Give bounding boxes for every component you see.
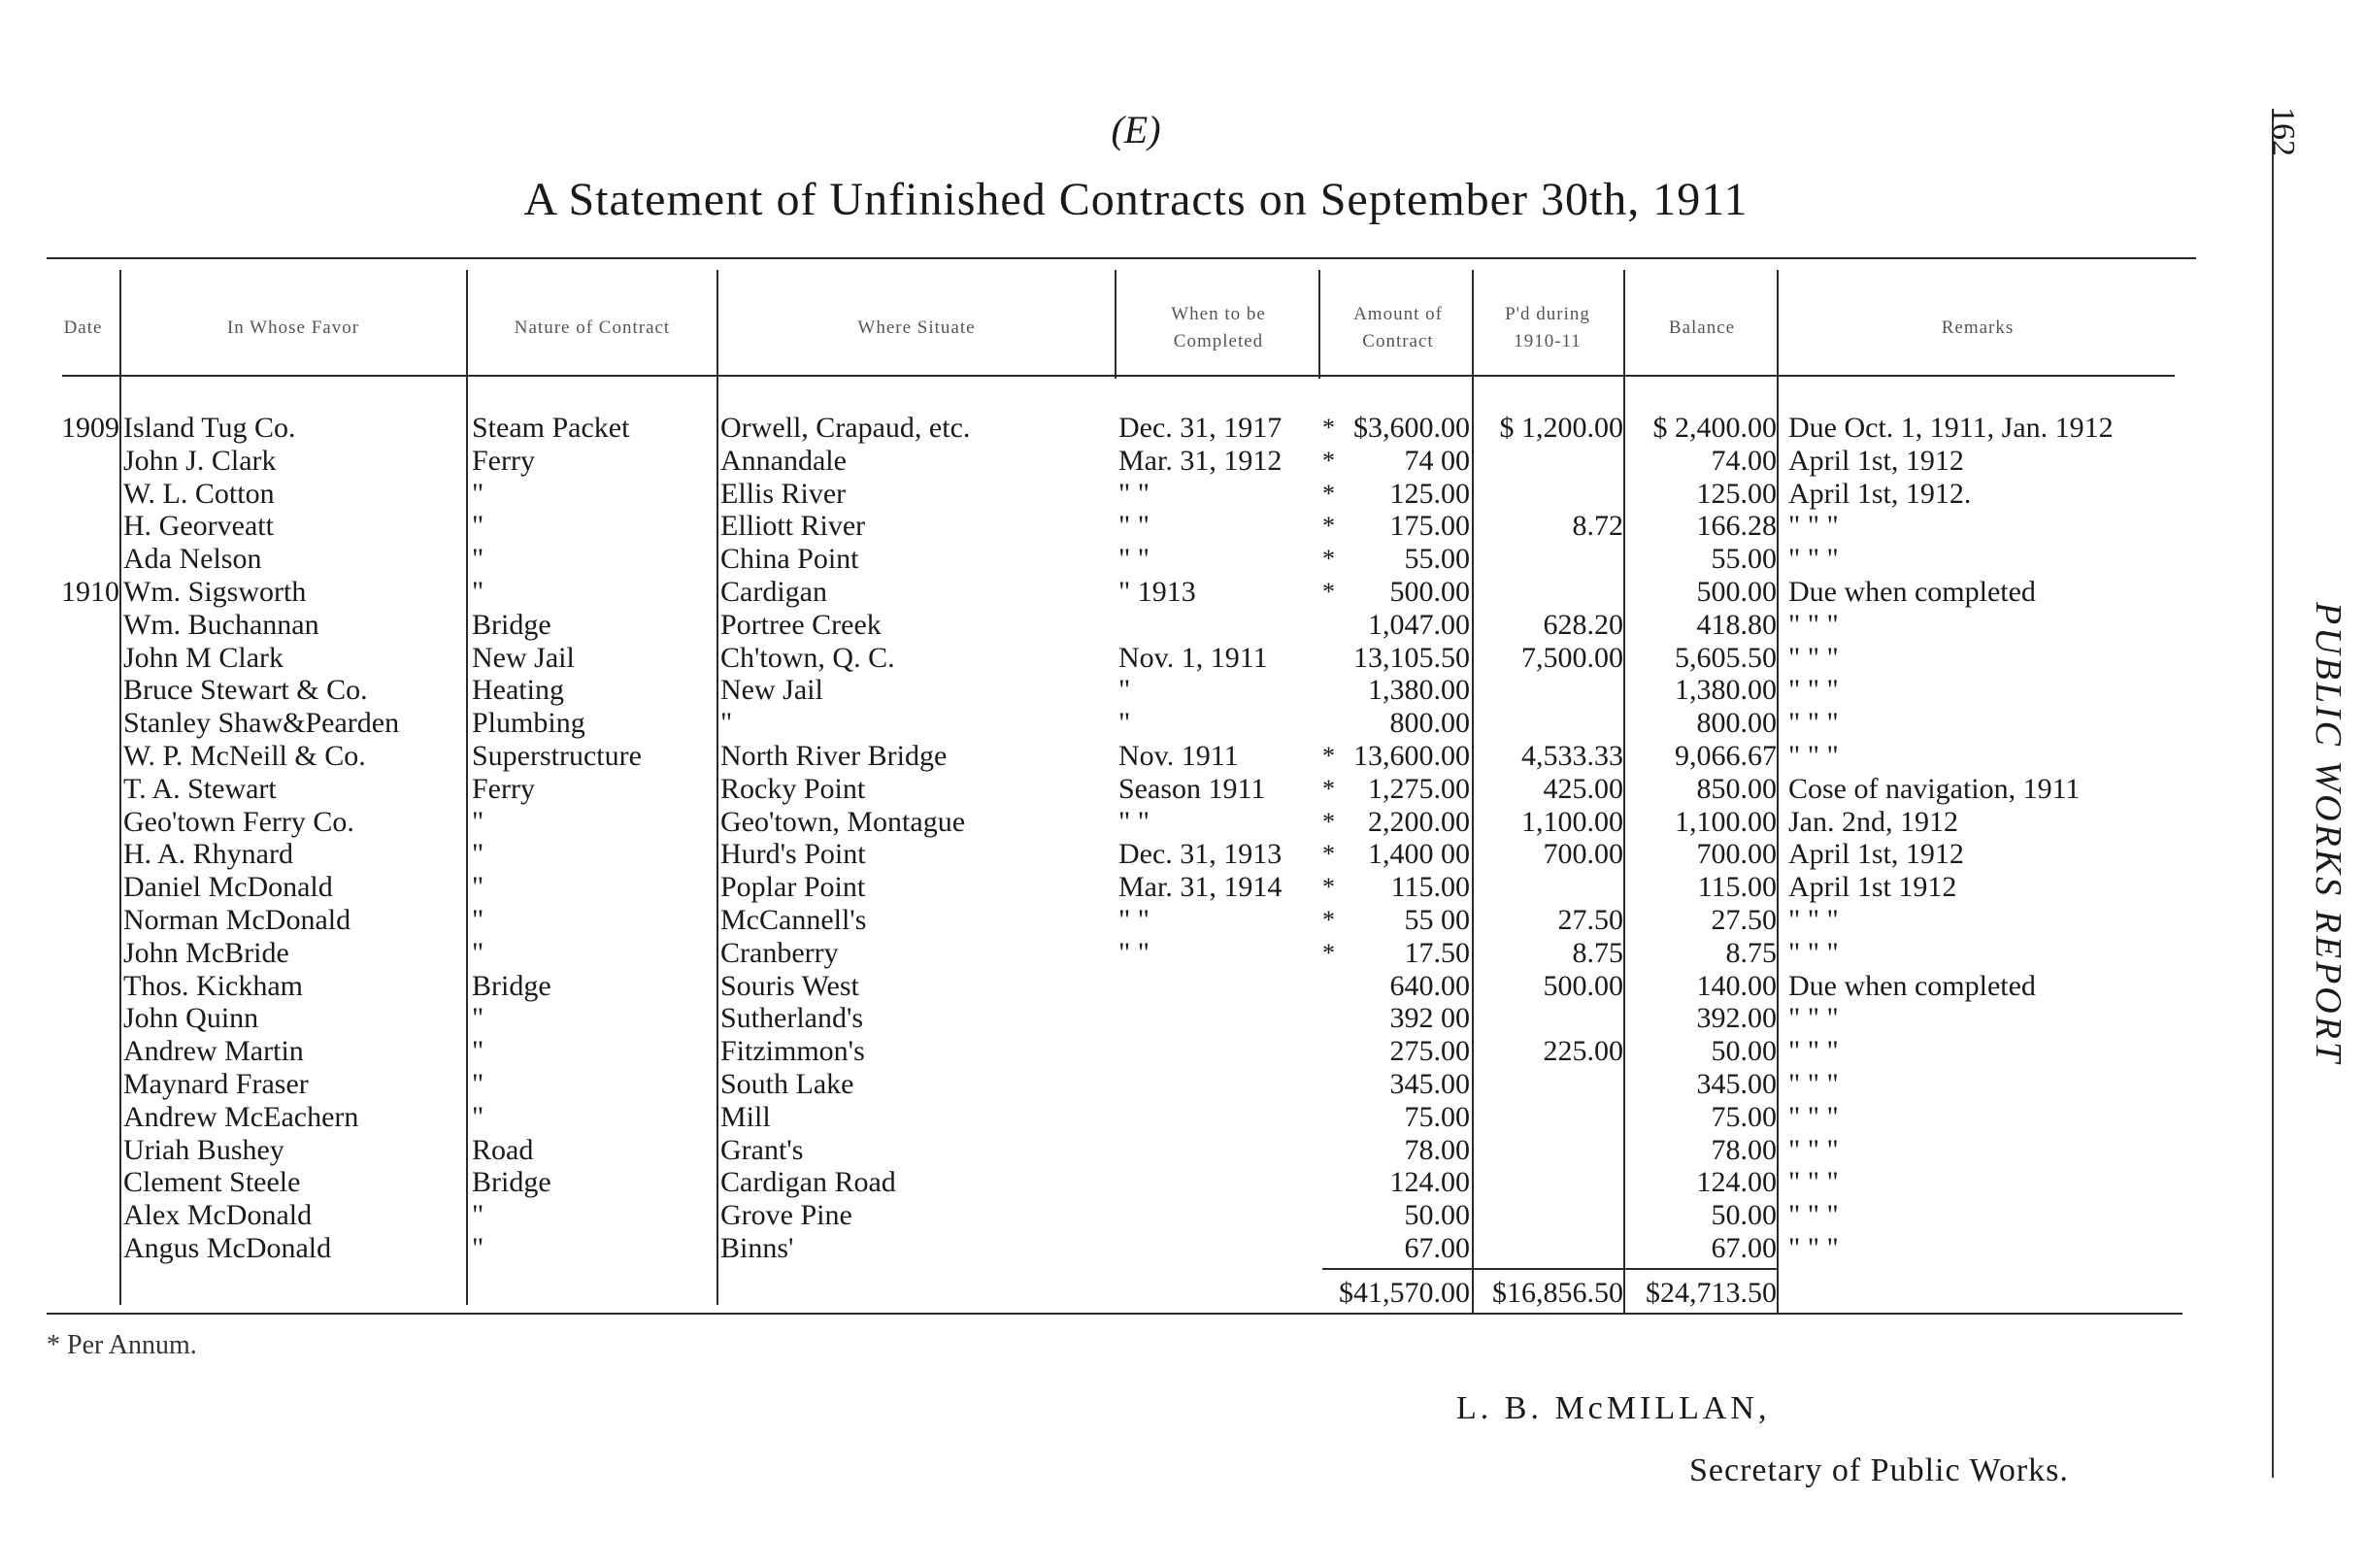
- row-remarks: " " ": [1788, 1231, 1839, 1264]
- row-where: Geo'town, Montague: [720, 805, 966, 838]
- row-balance: 1,100.00: [1675, 805, 1777, 838]
- row-balance: 50.00: [1711, 1035, 1777, 1068]
- row-amount: 13,105.50: [1353, 641, 1470, 674]
- row-balance: 50.00: [1711, 1199, 1777, 1232]
- row-when: Mar. 31, 1914: [1118, 871, 1283, 904]
- table-row: [0, 1232, 2272, 1265]
- row-favor: Island Tug Co.: [123, 412, 296, 444]
- col-sep-where: [1115, 270, 1116, 379]
- row-favor: Thos. Kickham: [123, 969, 303, 1002]
- row-per-annum-mark: *: [1322, 479, 1335, 508]
- row-remarks: " " ": [1788, 1035, 1839, 1068]
- row-per-annum-mark: *: [1322, 545, 1335, 574]
- margin-rule: [2272, 109, 2274, 1478]
- row-favor: Angus McDonald: [123, 1231, 332, 1264]
- table-row: [0, 642, 2272, 675]
- row-amount: 500.00: [1389, 575, 1470, 608]
- row-balance: 1,380.00: [1675, 674, 1777, 707]
- table-row: [0, 707, 2272, 740]
- row-per-annum-mark: *: [1322, 741, 1335, 770]
- row-favor: Ada Nelson: [123, 543, 262, 576]
- row-nature: Plumbing: [472, 707, 585, 740]
- row-nature: ": [472, 805, 484, 838]
- total-balance: $24,713.50: [1646, 1277, 1777, 1309]
- section-label: (E): [1111, 108, 1161, 151]
- row-where: Orwell, Crapaud, etc.: [720, 412, 971, 444]
- row-nature: Bridge: [472, 969, 551, 1002]
- row-remarks: " " ": [1788, 707, 1839, 740]
- row-remarks: April 1st, 1912.: [1788, 477, 1972, 510]
- row-remarks: April 1st 1912: [1788, 871, 1957, 904]
- row-where: Sutherland's: [720, 1002, 864, 1035]
- row-where: New Jail: [720, 674, 823, 707]
- table-row: [0, 609, 2272, 642]
- row-where: Poplar Point: [720, 871, 866, 904]
- row-paid: $ 1,200.00: [1499, 412, 1623, 444]
- row-amount: 1,047.00: [1368, 608, 1470, 641]
- row-when: Season 1911: [1118, 772, 1266, 805]
- row-nature: ": [472, 838, 484, 871]
- row-remarks: " " ": [1788, 1067, 1839, 1100]
- row-paid: 1,100.00: [1521, 805, 1623, 838]
- table-row: [0, 904, 2272, 937]
- row-balance: 78.00: [1711, 1133, 1777, 1166]
- row-balance: 166.28: [1696, 510, 1777, 543]
- row-favor: Geo'town Ferry Co.: [123, 805, 354, 838]
- row-nature: ": [472, 1231, 484, 1264]
- row-paid: 225.00: [1543, 1035, 1623, 1068]
- row-nature: ": [472, 1035, 484, 1068]
- row-nature: ": [472, 936, 484, 969]
- row-when: Nov. 1, 1911: [1118, 641, 1268, 674]
- table-row: [0, 1166, 2272, 1199]
- table-row: [0, 937, 2272, 970]
- row-paid: 7,500.00: [1521, 641, 1623, 674]
- row-nature: Bridge: [472, 1166, 551, 1199]
- table-row: [0, 543, 2272, 576]
- row-nature: Ferry: [472, 444, 535, 477]
- table-row: [0, 576, 2272, 609]
- footnote: * Per Annum.: [47, 1330, 197, 1360]
- row-paid: 700.00: [1543, 838, 1623, 871]
- row-amount: 17.50: [1404, 936, 1470, 969]
- row-remarks: " " ": [1788, 1199, 1839, 1232]
- totals-row: [0, 1274, 2272, 1313]
- row-where: Binns': [720, 1231, 794, 1264]
- row-remarks: April 1st, 1912: [1788, 838, 1964, 871]
- row-favor: Norman McDonald: [123, 903, 351, 936]
- table-row: [0, 412, 2272, 445]
- row-where: Fitzimmon's: [720, 1035, 865, 1068]
- row-remarks: " " ": [1788, 510, 1839, 543]
- row-amount: 13,600.00: [1353, 739, 1470, 772]
- row-amount: 50.00: [1404, 1199, 1470, 1232]
- row-amount: 74 00: [1404, 444, 1470, 477]
- table-bottom-rule: [47, 1313, 2183, 1315]
- row-remarks: April 1st, 1912: [1788, 444, 1964, 477]
- table-row: [0, 445, 2272, 478]
- row-remarks: Due Oct. 1, 1911, Jan. 1912: [1788, 412, 2114, 444]
- row-balance: 392.00: [1696, 1002, 1777, 1035]
- row-favor: John McBride: [123, 936, 289, 969]
- row-paid: 628.20: [1543, 608, 1623, 641]
- row-remarks: Due when completed: [1788, 969, 2036, 1002]
- row-paid: 8.75: [1572, 936, 1623, 969]
- row-nature: Ferry: [472, 772, 535, 805]
- signature-name: L. B. McMILLAN,: [1456, 1390, 1771, 1426]
- row-nature: ": [472, 1002, 484, 1035]
- table-row: [0, 510, 2272, 543]
- row-where: North River Bridge: [720, 739, 948, 772]
- row-balance: 75.00: [1711, 1100, 1777, 1133]
- row-nature: ": [472, 871, 484, 904]
- row-per-annum-mark: *: [1322, 577, 1335, 606]
- row-nature: ": [472, 575, 484, 608]
- row-nature: Steam Packet: [472, 412, 630, 444]
- row-amount: 1,380.00: [1368, 674, 1470, 707]
- row-where: Rocky Point: [720, 772, 866, 805]
- row-nature: ": [472, 543, 484, 576]
- row-amount: 78.00: [1404, 1133, 1470, 1166]
- row-paid: 4,533.33: [1521, 739, 1623, 772]
- row-balance: 67.00: [1711, 1231, 1777, 1264]
- header-paid: P'd during 1910-11: [1505, 304, 1590, 351]
- row-where: Hurd's Point: [720, 838, 866, 871]
- signature-title: Secretary of Public Works.: [1689, 1452, 2069, 1488]
- row-balance: 700.00: [1696, 838, 1777, 871]
- row-amount: 275.00: [1389, 1035, 1470, 1068]
- row-favor: Maynard Fraser: [123, 1067, 309, 1100]
- row-where: Portree Creek: [720, 608, 882, 641]
- row-paid: 27.50: [1557, 903, 1623, 936]
- row-balance: 74.00: [1711, 444, 1777, 477]
- row-remarks: " " ": [1788, 1166, 1839, 1199]
- row-when: " ": [1118, 510, 1150, 543]
- row-balance: 9,066.67: [1675, 739, 1777, 772]
- row-when: Mar. 31, 1912: [1118, 444, 1283, 477]
- row-where: Cardigan: [720, 575, 827, 608]
- row-favor: Uriah Bushey: [123, 1133, 284, 1166]
- row-favor: W. P. McNeill & Co.: [123, 739, 366, 772]
- table-row: [0, 1068, 2272, 1101]
- row-where: McCannell's: [720, 903, 867, 936]
- table-row: [0, 1134, 2272, 1167]
- row-favor: T. A. Stewart: [123, 772, 277, 805]
- row-favor: Daniel McDonald: [123, 871, 333, 904]
- page-title: A Statement of Unfinished Contracts on September 30th, 1911: [523, 174, 1749, 225]
- row-per-annum-mark: *: [1322, 774, 1335, 803]
- row-balance: 115.00: [1697, 871, 1777, 904]
- row-per-annum-mark: *: [1322, 905, 1335, 934]
- row-favor: John Quinn: [123, 1002, 259, 1035]
- row-per-annum-mark: *: [1322, 840, 1335, 869]
- row-when: Nov. 1911: [1118, 739, 1239, 772]
- table-row: [0, 478, 2272, 511]
- row-balance: 124.00: [1696, 1166, 1777, 1199]
- row-balance: 125.00: [1696, 477, 1777, 510]
- row-amount: 800.00: [1389, 707, 1470, 740]
- row-nature: ": [472, 1100, 484, 1133]
- row-where: Grant's: [720, 1133, 804, 1166]
- header-date: Date: [63, 317, 103, 338]
- table-row: [0, 970, 2272, 1003]
- totals-top-rule-amount: [1322, 1268, 1779, 1270]
- row-nature: ": [472, 477, 484, 510]
- row-favor: Clement Steele: [123, 1166, 301, 1199]
- row-amount: 175.00: [1389, 510, 1470, 543]
- row-amount: 55.00: [1404, 543, 1470, 576]
- row-where: Cardigan Road: [720, 1166, 896, 1199]
- row-where: Annandale: [720, 444, 847, 477]
- header-where: Where Situate: [857, 317, 976, 338]
- row-where: Souris West: [720, 969, 859, 1002]
- row-balance: 850.00: [1696, 772, 1777, 805]
- row-when: Dec. 31, 1917: [1118, 412, 1283, 444]
- row-amount: 67.00: [1404, 1231, 1470, 1264]
- row-paid: 8.72: [1572, 510, 1623, 543]
- row-amount: 124.00: [1389, 1166, 1470, 1199]
- row-remarks: " " ": [1788, 1002, 1839, 1035]
- header-nature: Nature of Contract: [514, 317, 671, 338]
- row-when: " ": [1118, 936, 1150, 969]
- row-date: 1910: [61, 575, 119, 608]
- row-favor: Bruce Stewart & Co.: [123, 674, 368, 707]
- row-per-annum-mark: *: [1322, 414, 1335, 442]
- row-amount: 55 00: [1404, 903, 1470, 936]
- row-balance: 140.00: [1696, 969, 1777, 1002]
- row-where: ": [720, 707, 733, 740]
- header-when: When to be Completed: [1171, 304, 1266, 351]
- row-balance: 5,605.50: [1675, 641, 1777, 674]
- row-remarks: " " ": [1788, 936, 1839, 969]
- table-row: [0, 806, 2272, 839]
- row-where: Mill: [720, 1100, 771, 1133]
- row-amount: 125.00: [1389, 477, 1470, 510]
- row-per-annum-mark: *: [1322, 873, 1335, 902]
- row-paid: 500.00: [1543, 969, 1623, 1002]
- row-balance: 418.80: [1696, 608, 1777, 641]
- header-favor: In Whose Favor: [226, 317, 360, 338]
- row-nature: Road: [472, 1133, 534, 1166]
- row-favor: Andrew McEachern: [123, 1100, 359, 1133]
- row-when: " ": [1118, 903, 1150, 936]
- row-nature: New Jail: [472, 641, 575, 674]
- row-amount: 75.00: [1404, 1100, 1470, 1133]
- row-remarks: " " ": [1788, 608, 1839, 641]
- row-when: " ": [1118, 805, 1150, 838]
- row-when: ": [1118, 707, 1131, 740]
- table-row: [0, 1035, 2272, 1068]
- row-nature: ": [472, 510, 484, 543]
- table-row: [0, 871, 2272, 904]
- row-favor: Wm. Buchannan: [123, 608, 319, 641]
- row-balance: $ 2,400.00: [1652, 412, 1777, 444]
- row-where: Ellis River: [720, 477, 847, 510]
- row-per-annum-mark: *: [1322, 512, 1335, 541]
- row-nature: Bridge: [472, 608, 551, 641]
- row-per-annum-mark: *: [1322, 938, 1335, 967]
- table-row: [0, 1002, 2272, 1035]
- row-amount: 1,275.00: [1368, 772, 1470, 805]
- row-amount: 1,400 00: [1368, 838, 1470, 871]
- table-row: [0, 740, 2272, 773]
- header-amount: Amount of Contract: [1353, 304, 1443, 351]
- row-amount: 640.00: [1389, 969, 1470, 1002]
- row-date: 1909: [61, 412, 119, 444]
- row-where: Ch'town, Q. C.: [720, 641, 895, 674]
- row-remarks: Cose of navigation, 1911: [1788, 772, 2081, 805]
- row-remarks: " " ": [1788, 543, 1839, 576]
- row-per-annum-mark: *: [1322, 446, 1335, 475]
- row-amount: $3,600.00: [1353, 412, 1470, 444]
- row-remarks: " " ": [1788, 1100, 1839, 1133]
- row-remarks: " " ": [1788, 674, 1839, 707]
- row-favor: John J. Clark: [123, 444, 277, 477]
- table-top-rule: [47, 257, 2196, 259]
- row-where: South Lake: [720, 1067, 854, 1100]
- col-sep-when: [1318, 270, 1320, 379]
- header-balance: Balance: [1668, 317, 1736, 338]
- row-when: " ": [1118, 477, 1150, 510]
- row-amount: 345.00: [1389, 1067, 1470, 1100]
- row-paid: 425.00: [1543, 772, 1623, 805]
- row-remarks: " " ": [1788, 1133, 1839, 1166]
- running-head: PUBLIC WORKS REPORT: [2308, 602, 2349, 1066]
- table-row: [0, 838, 2272, 871]
- row-favor: H. Georveatt: [123, 510, 274, 543]
- row-favor: H. A. Rhynard: [123, 838, 293, 871]
- row-where: China Point: [720, 543, 859, 576]
- header-bottom-rule: [62, 375, 2175, 377]
- table-row: [0, 1199, 2272, 1232]
- table-row: [0, 1101, 2272, 1134]
- row-favor: Stanley Shaw&Pearden: [123, 707, 400, 740]
- row-nature: ": [472, 1199, 484, 1232]
- contracts-table-body: [0, 412, 2272, 1265]
- row-balance: 345.00: [1696, 1067, 1777, 1100]
- row-remarks: " " ": [1788, 641, 1839, 674]
- row-nature: Superstructure: [472, 739, 642, 772]
- row-balance: 55.00: [1711, 543, 1777, 576]
- row-remarks: " " ": [1788, 739, 1839, 772]
- row-remarks: Jan. 2nd, 1912: [1788, 805, 1958, 838]
- row-where: Cranberry: [720, 936, 839, 969]
- row-nature: Heating: [472, 674, 564, 707]
- row-balance: 500.00: [1696, 575, 1777, 608]
- row-when: ": [1118, 674, 1131, 707]
- row-favor: Andrew Martin: [123, 1035, 304, 1068]
- row-favor: W. L. Cotton: [123, 477, 275, 510]
- row-balance: 27.50: [1711, 903, 1777, 936]
- row-when: " 1913: [1118, 575, 1196, 608]
- total-amount: $41,570.00: [1339, 1277, 1470, 1309]
- table-row: [0, 674, 2272, 707]
- row-per-annum-mark: *: [1322, 807, 1335, 836]
- total-paid: $16,856.50: [1492, 1277, 1623, 1309]
- header-remarks: Remarks: [1941, 317, 2015, 338]
- row-where: Grove Pine: [720, 1199, 852, 1232]
- row-balance: 800.00: [1696, 707, 1777, 740]
- row-favor: Wm. Sigsworth: [123, 575, 307, 608]
- row-nature: ": [472, 903, 484, 936]
- row-nature: ": [472, 1067, 484, 1100]
- page-number: 162: [2265, 107, 2301, 156]
- table-row: [0, 773, 2272, 806]
- row-balance: 8.75: [1725, 936, 1777, 969]
- row-remarks: Due when completed: [1788, 575, 2036, 608]
- row-favor: Alex McDonald: [123, 1199, 313, 1232]
- row-where: Elliott River: [720, 510, 866, 543]
- row-favor: John M Clark: [123, 641, 283, 674]
- row-amount: 392 00: [1389, 1002, 1470, 1035]
- row-when: " ": [1118, 543, 1150, 576]
- row-amount: 2,200.00: [1368, 805, 1470, 838]
- row-amount: 115.00: [1390, 871, 1470, 904]
- row-when: Dec. 31, 1913: [1118, 838, 1283, 871]
- row-remarks: " " ": [1788, 903, 1839, 936]
